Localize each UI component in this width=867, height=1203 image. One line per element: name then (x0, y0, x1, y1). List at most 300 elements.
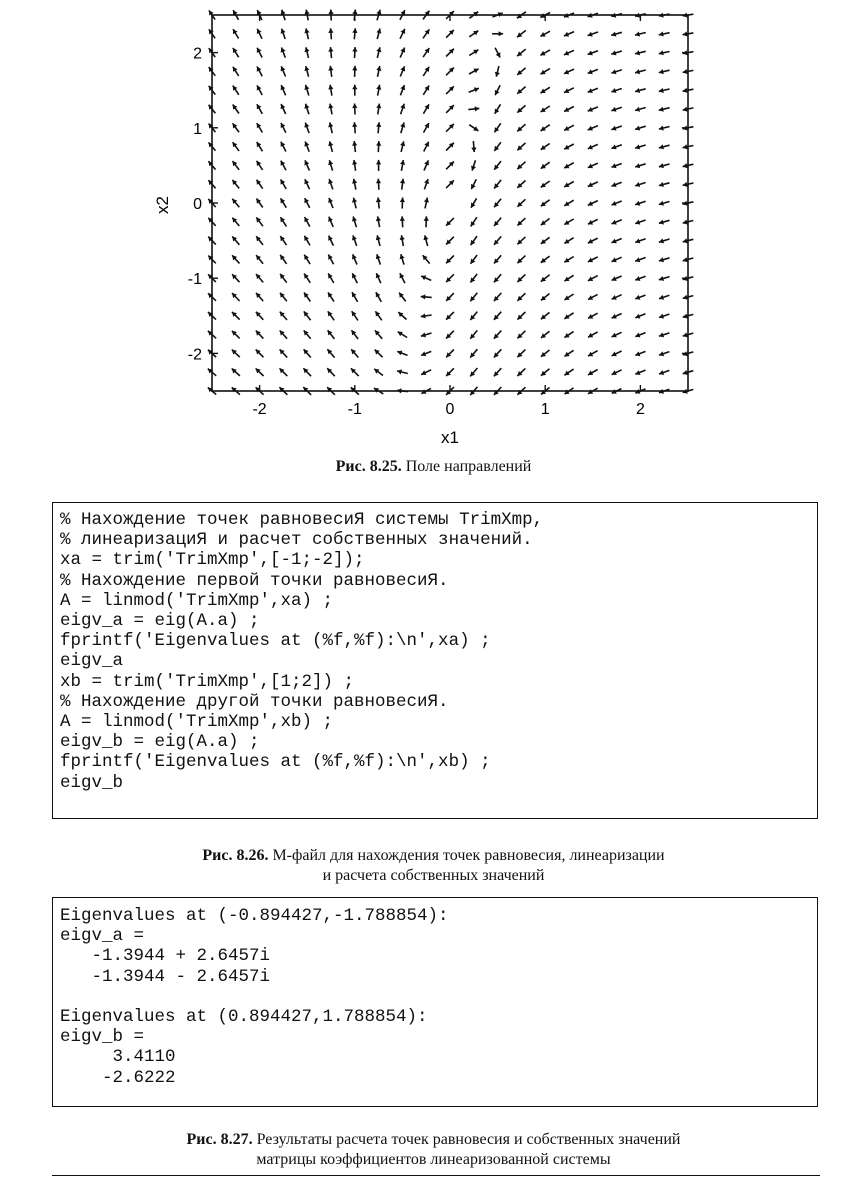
direction-arrow (376, 47, 381, 58)
direction-arrow (588, 88, 598, 93)
code-line: xa = trim('TrimXmp',[-1;-2]); (60, 550, 365, 571)
direction-arrow (517, 162, 525, 169)
direction-arrow (280, 349, 288, 357)
direction-arrow (423, 29, 429, 38)
direction-arrow (494, 199, 501, 207)
figure-8-26-caption-line2: и расчета собственных значений (322, 867, 545, 884)
direction-arrow (233, 67, 239, 76)
direction-arrow (471, 236, 477, 245)
direction-arrow (400, 273, 405, 283)
direction-arrow (446, 105, 454, 113)
direction-arrow (471, 179, 476, 189)
direction-arrow (399, 293, 406, 302)
direction-arrow (495, 66, 500, 77)
direction-arrow (541, 219, 550, 226)
direction-arrow (376, 160, 381, 171)
direction-arrow (564, 294, 573, 300)
direction-arrow (328, 330, 335, 339)
direction-arrow (256, 312, 263, 320)
direction-arrow (280, 255, 286, 264)
direction-arrow (421, 351, 431, 356)
direction-arrow (328, 198, 333, 208)
direction-arrow (470, 293, 477, 302)
direction-arrow (471, 141, 476, 152)
direction-arrow (232, 199, 239, 208)
direction-arrow (280, 293, 287, 302)
direction-arrow (541, 162, 550, 168)
direction-arrow (494, 236, 501, 244)
direction-arrow (446, 237, 454, 245)
direction-arrow (280, 312, 287, 320)
direction-arrow (659, 201, 670, 206)
direction-arrow (588, 126, 598, 131)
direction-arrow (517, 368, 525, 376)
direction-arrow (376, 292, 382, 302)
direction-arrow (564, 275, 573, 281)
x-tick-label: 2 (635, 401, 645, 418)
direction-arrow (233, 48, 239, 57)
direction-arrow (304, 311, 311, 320)
direction-arrow (517, 199, 525, 206)
direction-arrow (564, 257, 573, 263)
direction-arrow (470, 312, 477, 320)
direction-arrow (256, 217, 263, 226)
direction-arrow (304, 274, 310, 283)
direction-arrow (280, 236, 286, 245)
quiver-arrows (208, 10, 694, 396)
direction-arrow (352, 179, 357, 190)
direction-arrow (588, 351, 598, 357)
direction-arrow (423, 235, 428, 246)
direction-arrow (564, 182, 574, 188)
direction-arrow (659, 257, 670, 262)
direction-arrow (635, 239, 645, 244)
direction-arrow (471, 217, 477, 226)
direction-arrow (659, 88, 670, 93)
code-line: eigv_a (60, 651, 124, 672)
direction-arrow (328, 122, 333, 133)
direction-arrow (659, 370, 669, 375)
direction-arrow (424, 142, 429, 152)
direction-arrow (304, 198, 309, 208)
figure-8-26-label: Рис. 8.26. (202, 847, 269, 864)
direction-arrow (400, 216, 405, 227)
direction-arrow (635, 295, 645, 300)
direction-arrow (612, 163, 622, 168)
direction-arrow (257, 142, 263, 151)
direction-arrow (446, 293, 454, 301)
direction-arrow (446, 30, 454, 38)
direction-arrow (564, 369, 573, 375)
direction-arrow (635, 32, 646, 37)
output-line: Eigenvalues at (0.894427,1.788854): (60, 1007, 428, 1028)
code-line: eigv_a = eig(A.a) ; (60, 611, 260, 632)
direction-arrow (376, 85, 381, 96)
direction-arrow (635, 220, 645, 225)
direction-arrow (328, 66, 333, 77)
y-tick-label: -1 (187, 271, 202, 289)
direction-arrow (233, 123, 239, 132)
direction-arrow (256, 274, 263, 282)
direction-arrow (541, 200, 550, 206)
direction-arrow (374, 369, 383, 376)
direction-arrow (446, 256, 454, 264)
output-line: Eigenvalues at (-0.894427,-1.788854): (60, 906, 449, 926)
direction-arrow (352, 235, 357, 245)
direction-arrow (423, 104, 429, 113)
direction-arrow (328, 160, 333, 171)
y-tick-label: -2 (187, 346, 202, 364)
direction-arrow (471, 198, 477, 207)
direction-arrow (281, 198, 287, 207)
direction-arrow (659, 126, 670, 131)
direction-arrow (304, 28, 309, 39)
direction-arrow (446, 68, 454, 76)
direction-arrow (257, 161, 263, 170)
direction-arrow (612, 351, 622, 356)
direction-arrow (303, 368, 311, 376)
direction-arrow (398, 332, 407, 338)
direction-arrow (541, 87, 550, 93)
x-tick-label: -1 (347, 401, 362, 418)
y-tick-label: 2 (193, 45, 202, 63)
direction-arrow (494, 142, 501, 151)
direction-arrow (564, 32, 574, 37)
direction-arrow (517, 293, 525, 301)
direction-arrow (517, 143, 525, 150)
direction-arrow (470, 349, 477, 357)
direction-arrow (304, 160, 309, 170)
x-tick-label: 0 (445, 401, 455, 418)
direction-arrow (233, 105, 239, 114)
direction-arrow (517, 256, 525, 264)
direction-arrow (424, 198, 429, 209)
direction-arrow (541, 312, 550, 319)
direction-arrow (423, 48, 429, 57)
direction-arrow (352, 160, 357, 171)
direction-arrow (612, 201, 622, 206)
x-ticks (252, 15, 644, 418)
direction-arrow (281, 104, 286, 114)
direction-arrow (659, 220, 670, 225)
direction-arrow (612, 332, 622, 337)
direction-arrow (256, 368, 264, 376)
direction-arrow (469, 69, 479, 74)
direction-arrow (421, 332, 432, 337)
direction-arrow (376, 179, 381, 190)
direction-arrow (494, 274, 501, 282)
direction-arrow (232, 236, 239, 244)
figure-8-27-label: Рис. 8.27. (186, 1131, 253, 1148)
code-line: fprintf('Eigenvalues at (%f,%f):\n',xb) ; (60, 752, 491, 773)
direction-arrow (352, 104, 357, 115)
direction-arrow (304, 179, 309, 189)
direction-arrow (517, 87, 525, 94)
code-line: % Нахождение другой точки равновесиЯ. (60, 691, 449, 712)
direction-arrow (281, 123, 286, 133)
direction-arrow (588, 69, 598, 74)
direction-arrow (635, 88, 646, 93)
direction-arrow (232, 350, 240, 358)
direction-arrow (659, 332, 669, 337)
results-output-listing (52, 897, 818, 1107)
direction-arrow (588, 219, 598, 224)
direction-arrow (588, 276, 598, 281)
direction-arrow (328, 104, 333, 115)
direction-arrow (541, 69, 550, 75)
direction-arrow (470, 368, 477, 376)
direction-arrow (612, 370, 622, 375)
direction-arrow (564, 219, 573, 225)
direction-arrow (541, 350, 550, 357)
direction-arrow (400, 104, 405, 114)
direction-arrow (233, 142, 239, 151)
direction-arrow (588, 107, 598, 112)
direction-arrow (328, 179, 333, 189)
direction-arrow (494, 180, 501, 189)
direction-arrow (304, 47, 309, 58)
direction-arrow (612, 257, 622, 262)
direction-arrow (351, 349, 358, 357)
output-line: 3.4110 (60, 1047, 176, 1068)
direction-arrow (635, 126, 646, 131)
direction-arrow (352, 273, 357, 283)
direction-arrow (564, 88, 574, 93)
direction-arrow (256, 293, 263, 301)
direction-arrow (588, 332, 598, 338)
direction-arrow (376, 122, 381, 133)
direction-arrow (232, 312, 240, 320)
code-line: eigv_b = eig(A.a) ; (60, 732, 260, 753)
direction-arrow (635, 163, 645, 168)
direction-arrow (424, 216, 429, 227)
direction-arrow (304, 236, 310, 246)
direction-arrow (494, 218, 501, 226)
direction-arrow (611, 88, 621, 93)
direction-arrow (352, 47, 357, 58)
direction-arrow (612, 182, 622, 187)
direction-arrow (376, 66, 381, 77)
direction-arrow (281, 179, 287, 189)
direction-arrow (257, 180, 263, 189)
direction-arrow (446, 49, 454, 57)
direction-arrow (541, 256, 550, 263)
direction-arrow (400, 141, 405, 152)
direction-arrow (635, 50, 646, 55)
direction-arrow (541, 331, 550, 338)
direction-arrow (494, 123, 500, 132)
direction-arrow (304, 293, 310, 302)
direction-arrow (328, 217, 333, 227)
direction-arrow (540, 50, 550, 56)
direction-arrow (328, 85, 333, 96)
direction-arrow (257, 48, 262, 58)
direction-arrow (328, 141, 333, 152)
direction-arrow (541, 144, 550, 150)
direction-arrow (421, 370, 431, 375)
direction-arrow (659, 314, 669, 319)
direction-arrow (376, 216, 381, 227)
direction-arrow (232, 180, 239, 189)
direction-arrow (400, 179, 405, 190)
direction-arrow (564, 332, 573, 338)
direction-arrow (446, 143, 454, 151)
direction-arrow (540, 31, 550, 36)
direction-arrow (400, 66, 405, 76)
direction-arrow (400, 85, 405, 95)
direction-arrow (635, 144, 646, 149)
direction-arrow (446, 350, 454, 358)
direction-arrow (659, 238, 670, 243)
direction-arrow (541, 294, 550, 301)
direction-arrow (541, 106, 550, 112)
direction-arrow (304, 255, 310, 264)
direction-arrow (257, 85, 262, 95)
mfile-code-listing (52, 502, 818, 819)
direction-arrow (564, 125, 574, 130)
direction-arrow (494, 255, 501, 263)
direction-arrow (232, 331, 240, 339)
direction-arrow (588, 163, 598, 168)
figure-8-27-caption (0, 1130, 867, 1170)
output-line: -1.3944 + 2.6457i (60, 946, 271, 967)
direction-arrow (494, 293, 501, 301)
direction-arrow (304, 142, 309, 152)
direction-arrow (446, 331, 454, 339)
direction-arrow (446, 86, 454, 94)
direction-arrow (471, 160, 476, 170)
direction-arrow (400, 254, 405, 264)
direction-arrow (352, 330, 359, 339)
y-tick-label: 0 (193, 196, 202, 213)
figure-8-25-caption (0, 457, 867, 477)
direction-arrow (517, 274, 525, 282)
direction-arrow (281, 161, 286, 171)
direction-arrow (517, 181, 525, 188)
direction-arrow (424, 123, 430, 133)
direction-arrow (281, 29, 286, 39)
direction-arrow (564, 200, 573, 206)
direction-arrow (281, 48, 286, 58)
x-tick-label: -2 (252, 401, 267, 418)
direction-arrow (400, 198, 405, 209)
output-line: eigv_a = (60, 926, 145, 947)
figure-8-25-label: Рис. 8.25. (335, 458, 402, 475)
direction-arrow (400, 235, 405, 246)
direction-arrow (517, 68, 525, 75)
figure-8-26-caption-line1: М-файл для нахождения точек равновесия, линеаризации (272, 847, 665, 864)
direction-arrow (611, 145, 621, 150)
direction-arrow (635, 182, 645, 187)
direction-arrow (280, 274, 287, 283)
direction-arrow (564, 313, 573, 319)
direction-arrow (304, 330, 311, 338)
direction-arrow (328, 292, 334, 301)
direction-arrow (517, 350, 525, 358)
direction-arrow (327, 349, 334, 357)
direction-arrow (611, 69, 621, 74)
direction-arrow (352, 254, 357, 264)
code-line: eigv_b (60, 772, 124, 793)
direction-arrow (517, 331, 525, 339)
direction-arrow (256, 199, 262, 208)
direction-arrow (328, 273, 334, 283)
direction-arrow (494, 312, 501, 320)
direction-arrow (376, 104, 381, 115)
direction-arrow (446, 312, 454, 320)
direction-arrow (280, 217, 286, 226)
direction-arrow (564, 163, 574, 169)
direction-arrow (612, 276, 622, 281)
bottom-rule (52, 1175, 820, 1176)
direction-arrow (541, 237, 550, 244)
direction-arrow (423, 255, 430, 263)
direction-arrow (564, 350, 573, 356)
direction-arrow (256, 255, 263, 264)
direction-arrow (257, 123, 263, 132)
direction-arrow (635, 257, 645, 262)
direction-arrow (232, 369, 240, 376)
direction-arrow (611, 126, 621, 131)
direction-arrow (424, 179, 429, 189)
direction-arrow (351, 368, 359, 376)
direction-arrow (588, 370, 598, 376)
direction-arrow (304, 85, 309, 96)
direction-arrow (280, 331, 287, 339)
direction-arrow (376, 141, 381, 152)
figure-8-27-caption-line1: Результаты расчета точек равновесия и собственных значений (256, 1131, 681, 1148)
direction-arrow (517, 237, 525, 244)
direction-arrow (659, 144, 670, 149)
direction-arrow (233, 29, 239, 38)
x-axis-label: x1 (441, 428, 459, 447)
direction-arrow (659, 276, 670, 281)
direction-arrow (494, 349, 501, 357)
code-line: A = linmod('TrimXmp',xb) ; (60, 712, 334, 733)
code-line: A = linmod('TrimXmp',xa) ; (60, 590, 334, 611)
direction-arrow (517, 105, 525, 112)
direction-arrow (233, 86, 239, 95)
direction-arrow (328, 236, 333, 246)
direction-arrow (446, 274, 454, 282)
direction-arrow (421, 275, 431, 280)
direction-arrow (352, 85, 357, 96)
direction-arrow (352, 198, 357, 209)
code-line: fprintf('Eigenvalues at (%f,%f):\n',xa) ; (60, 631, 491, 652)
direction-arrow (635, 333, 645, 338)
direction-arrow (588, 51, 598, 56)
direction-arrow (635, 314, 645, 319)
direction-arrow (635, 370, 645, 375)
direction-arrow (232, 293, 240, 301)
direction-arrow (588, 294, 598, 299)
direction-arrow (232, 218, 239, 226)
direction-arrow (327, 368, 335, 376)
y-axis-label: x2 (153, 196, 172, 214)
direction-arrow (375, 350, 383, 358)
direction-arrow (328, 255, 333, 265)
direction-arrow (446, 368, 454, 376)
figure-8-25-caption-text: Поле направлений (405, 458, 532, 475)
direction-arrow (517, 49, 526, 56)
direction-arrow (400, 123, 405, 134)
direction-arrow (232, 255, 239, 263)
figure-8-27-caption-line2: матрицы коэффициентов линеаризованной системы (256, 1151, 611, 1168)
direction-arrow (612, 314, 622, 319)
direction-arrow (564, 107, 574, 112)
direction-arrow (495, 104, 501, 113)
direction-arrow (328, 28, 333, 39)
